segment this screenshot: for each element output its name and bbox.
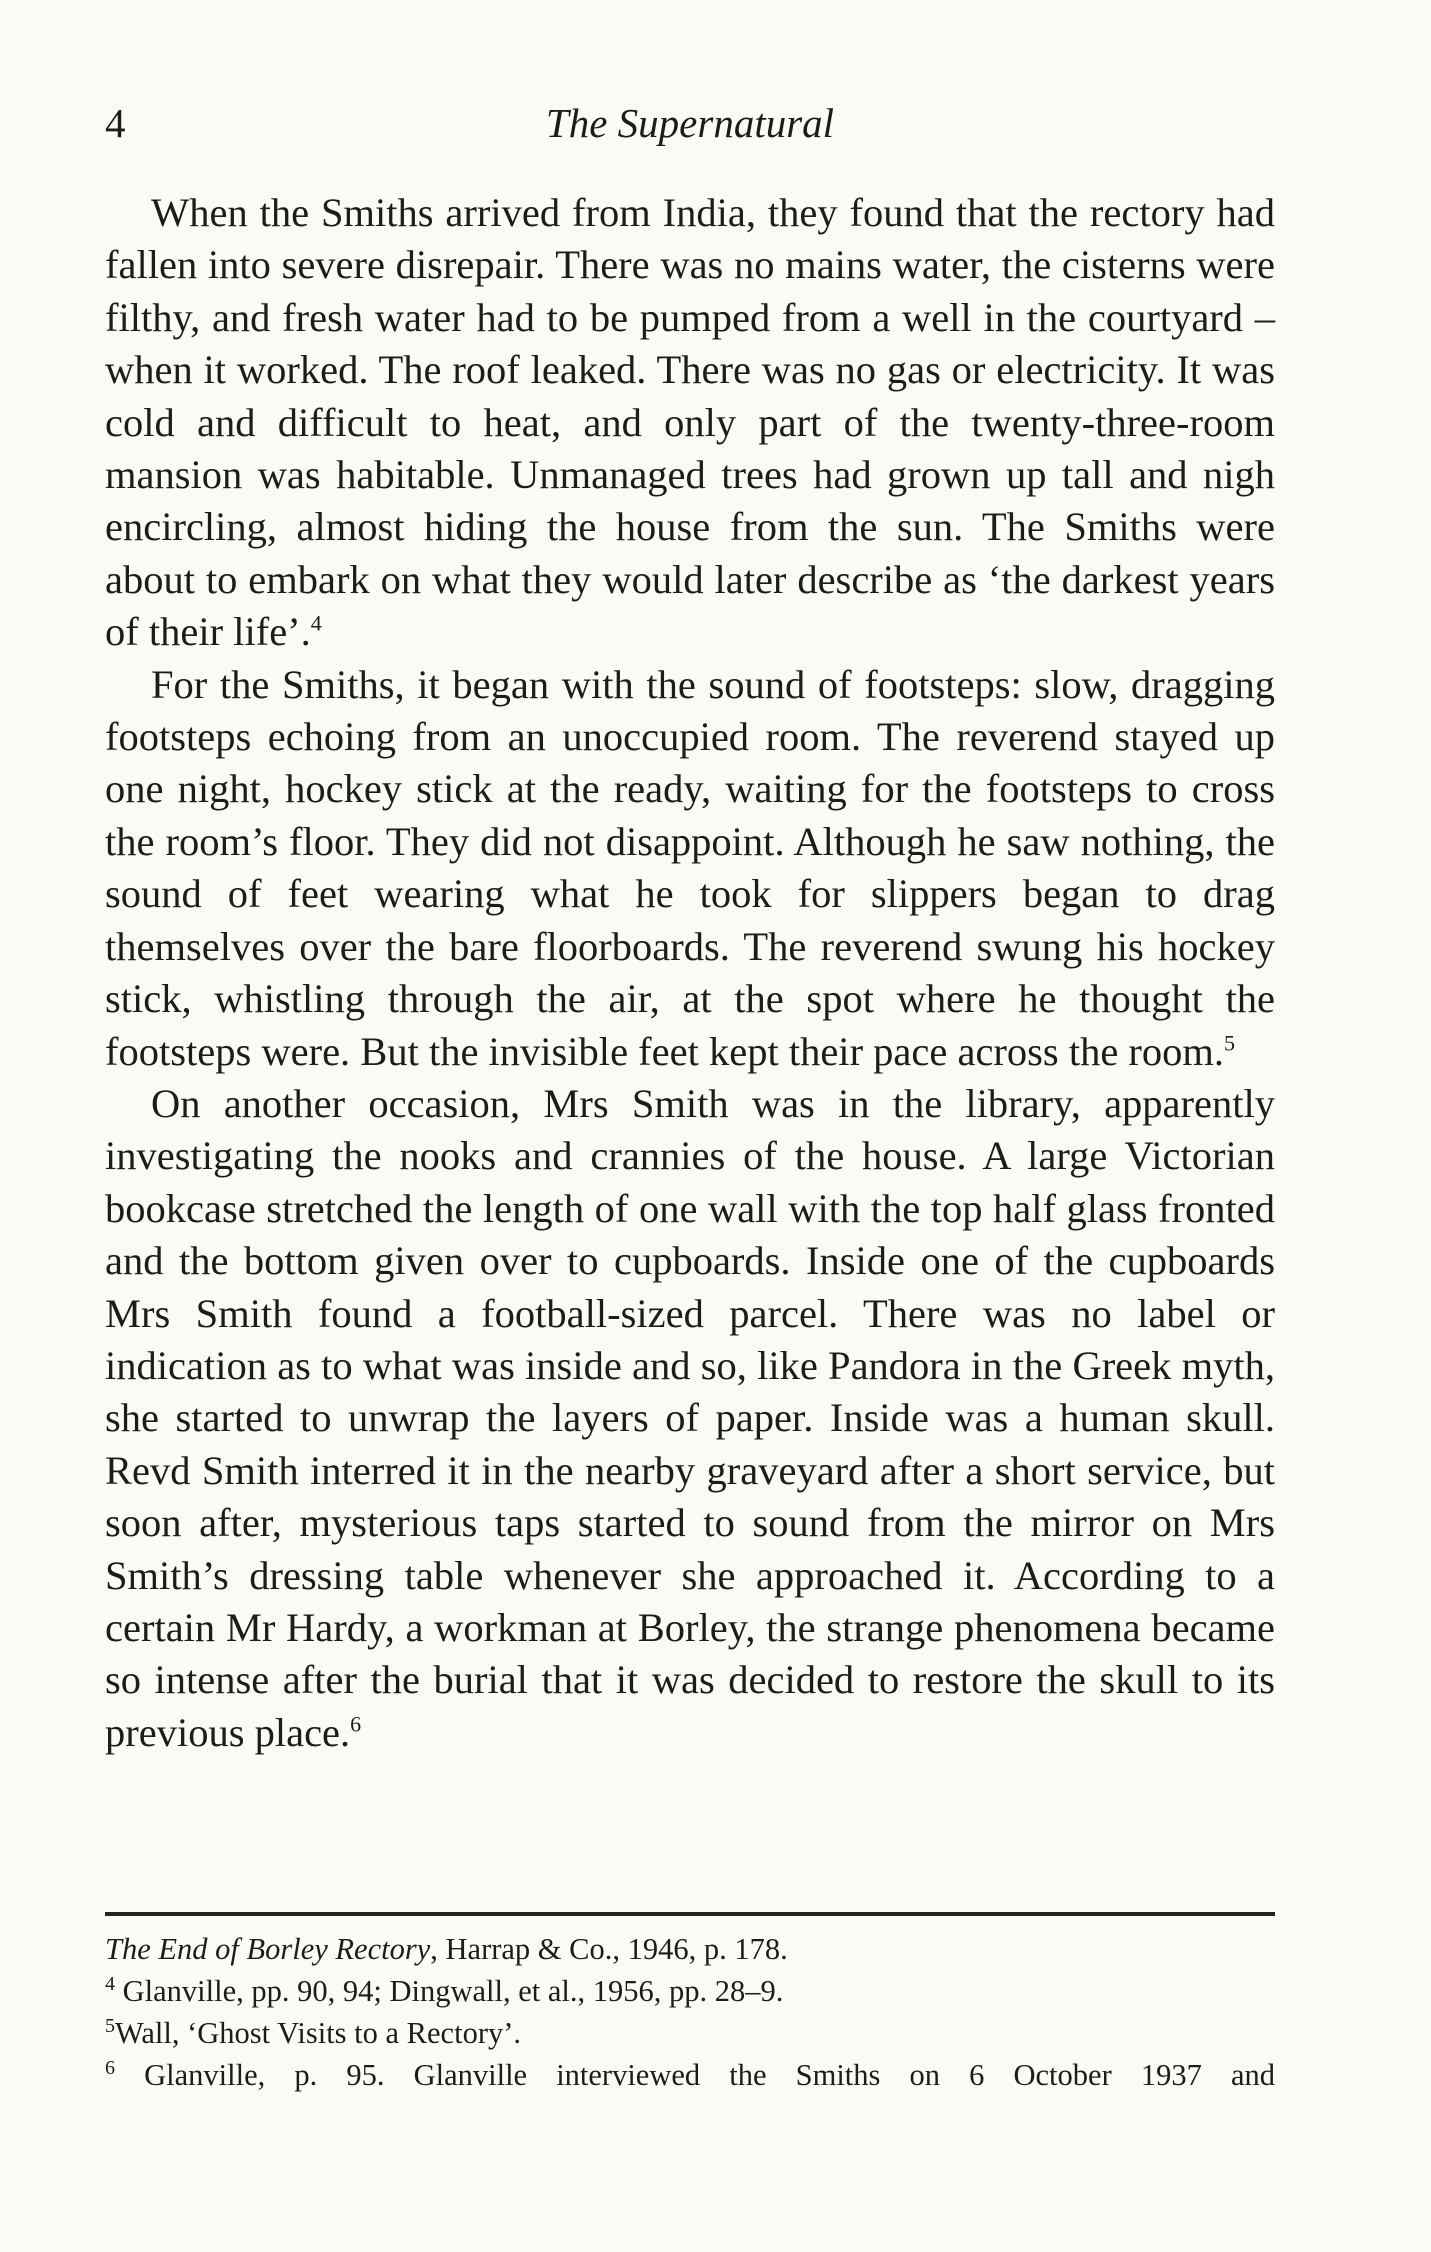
footnote-ref-6: 6	[350, 1711, 362, 1737]
paragraph-1	[105, 187, 1275, 659]
body-text	[105, 187, 1275, 1759]
footnote-continued	[105, 1928, 1275, 1970]
footnote-4-text: Glanville, pp. 90, 94; Dingwall, et al., 1956, pp. 28–9.	[115, 1974, 784, 2008]
footnote-6-text: Glanville, p. 95. Glanville interviewed the Smiths on 6 October 1937 and	[115, 2058, 1275, 2092]
footnote-4-number: 4	[105, 1972, 115, 1995]
paragraph-2	[105, 659, 1275, 1078]
footnotes	[105, 1928, 1275, 2096]
paragraph-2-text: For the Smiths, it began with the sound of footsteps: slow, dragging footsteps echoing from an unoccupied room. The reverend stayed up one night, hockey stick at the ready, waiting for the footsteps to cross the room’s floor. They did not disappoint. Although he saw nothing, the sound of feet wearing what he took for slippers began to drag themselves over the bare floorboards. The reverend swung his hockey stick, whistling through the air, at the spot where he thought the footsteps were. But the invisible feet kept their pace across the room.	[105, 661, 1275, 1074]
footnote-6-number: 6	[105, 2056, 115, 2079]
paragraph-3-text: On another occasion, Mrs Smith was in the library, apparently investigating the nooks and crannies of the house. A large Victorian bookcase stretched the length of one wall with the top half glass fronted and the bottom given over to cupboards. Inside one of the cupboards Mrs Smith found a football-sized parcel. There was no label or indication as to what was inside and so, like Pandora in the Greek myth, she started to unwrap the layers of paper. Inside was a human skull. Revd Smith interred it in the nearby graveyard after a short service, but soon after, mysterious taps started to sound from the mirror on Mrs Smith’s dressing table whenever she approached it. According to a certain Mr Hardy, a workman at Borley, the strange phenomena became so intense after the burial that it was decided to restore the skull to its previous place.	[105, 1080, 1275, 1755]
footnote-ref-4: 4	[310, 610, 322, 636]
footnote-5	[105, 2012, 1275, 2054]
footnote-4	[105, 1970, 1275, 2012]
running-head: The Supernatural	[545, 100, 835, 146]
footnote-5-text: Wall, ‘Ghost Visits to a Rectory’.	[115, 2016, 522, 2050]
paragraph-1-text: When the Smiths arrived from India, they found that the rectory had fallen into severe disrepair. There was no mains water, the cisterns were filthy, and fresh water had to be pumped from a well in the courtyard – when it worked. The roof leaked. There was no gas or electricity. It was cold and difficult to heat, and only part of the twenty-three-room mansion was habitable. Unmanaged trees had grown up tall and nigh encircling, almost hiding the house from the sun. The Smiths were about to embark on what they would later describe as ‘the darkest years of their life’.	[105, 190, 1275, 655]
footnote-ref-5: 5	[1224, 1030, 1236, 1055]
footnote-continued-rest: , Harrap & Co., 1946, p. 178.	[430, 1932, 788, 1966]
footnote-continued-title: The End of Borley Rectory	[105, 1932, 431, 1966]
footnote-5-number: 5	[105, 2014, 115, 2037]
page-header	[105, 88, 1275, 158]
footnote-6	[105, 2054, 1275, 2096]
footnote-rule	[105, 1912, 1275, 1916]
paragraph-3	[105, 1078, 1275, 1759]
page-number: 4	[105, 100, 126, 146]
